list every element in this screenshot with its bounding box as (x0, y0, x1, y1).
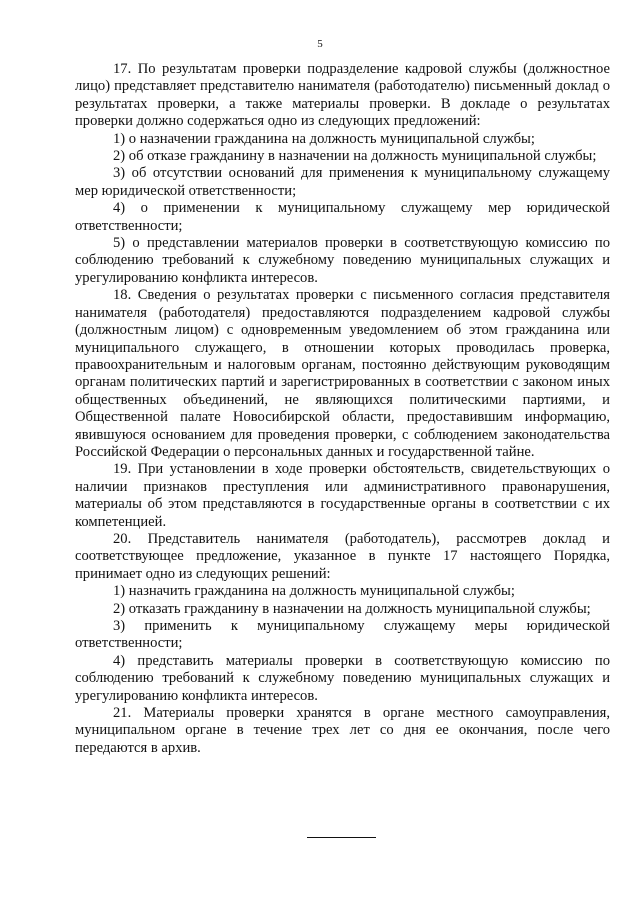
paragraph-21: 21. Материалы проверки хранятся в органе местного самоуправления, муниципальном органе в течение трех лет со дня ее окончания, после чего передаются в архив. (75, 705, 610, 756)
paragraph-19: 19. При установлении в ходе проверки обстоятельств, свидетельствующих о наличии признаков преступления или административного правонарушения, материалы об этом представляются в государственные органы в соответствии с их компетенцией. (75, 461, 610, 530)
list-item-20-1: 1) назначить гражданина на должность муниципальной службы; (113, 583, 515, 600)
paragraph-20: 20. Представитель нанимателя (работодатель), рассмотрев доклад и соответствующее предложение, указанное в пункте 17 настоящего Порядка, принимает одно из следующих решений: (75, 530, 610, 582)
list-item-17-2: 2) об отказе гражданину в назначении на должность муниципальной службы; (113, 148, 597, 165)
list-item-17-3: 3) об отсутствии оснований для применения к муниципальному служащему мер юридической ответственности; (75, 165, 610, 199)
list-item-20-4: 4) представить материалы проверки в соответствующую комиссию по соблюдению требований к служебному поведению муниципальных служащих и урегулированию конфликта интересов. (75, 652, 610, 704)
list-item-17-1: 1) о назначении гражданина на должность муниципальной службы; (113, 130, 535, 147)
page-number: 5 (317, 38, 323, 50)
paragraph-18: 18. Сведения о результатах проверки с письменного согласия представителя нанимателя (работодателя) предоставляются подразделением кадровой службы (должностным лицом) с одновременным уведомлением об этом гражданина или муниципального служащего, в отношении которых проводилась проверка, правоохранительным и налоговым органам, постоянно действующим руководящим органам политических партий и зарегистрированных в соответствии с законом иных общественных объединений, не являющихся политическими партиями, и Общественной палате Новосибирской области, предоставившим информацию, явившуюся основанием для проведения проверки, с соблюдением законодательства Российской Федерации о персональных данных и государственной тайне. (75, 287, 610, 460)
list-item-17-5: 5) о представлении материалов проверки в соответствующую комиссию по соблюдению требований к служебному поведению муниципальных служащих и урегулированию конфликта интересов. (75, 235, 610, 286)
closing-divider (307, 837, 376, 838)
document-body (75, 61, 610, 757)
paragraph-17: 17. По результатам проверки подразделение кадровой службы (должностное лицо) представляет представителю нанимателя (работодателю) письменный доклад о результатах проверки, а также материалы проверки. В докладе о результатах проверки должно содержаться одно из следующих предложений: (75, 61, 610, 130)
list-item-17-4: 4) о применении к муниципальному служащему мер юридической ответственности; (75, 200, 610, 234)
list-item-20-3: 3) применить к муниципальному служащему меры юридической ответственности; (75, 618, 610, 652)
list-item-20-2: 2) отказать гражданину в назначении на должность муниципальной службы; (113, 600, 591, 617)
